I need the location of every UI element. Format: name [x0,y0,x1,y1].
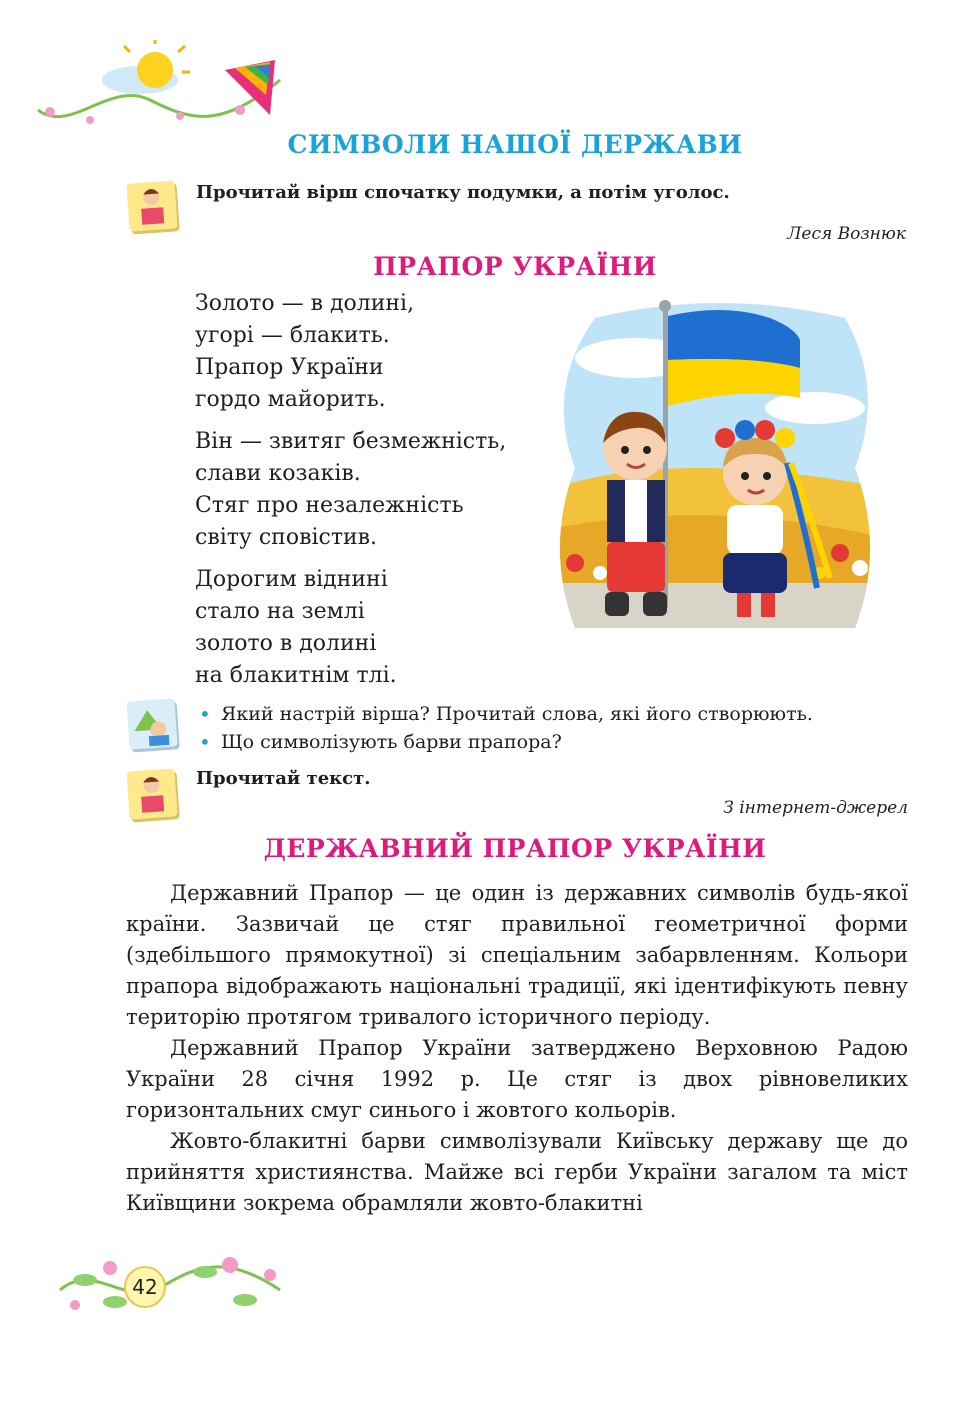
poem-body [195,288,506,702]
section-title: СИМВОЛИ НАШОЇ ДЕРЖАВИ [287,130,743,159]
thinking-child-icon [126,698,177,749]
boy-figure [603,412,667,616]
instruction-read-poem: Прочитай вірш спочатку подумки, а потім уголос. [196,182,730,203]
flower-vine-decoration [55,1250,285,1320]
article-paragraph: Державний Прапор — це один із державних символів будь-якої країни. Зазвичай це стяг правильної геометричної форми (здебільшого прямокутної) зі спеціальним забарвленням. Кольори прапора відображають національні традиції, які ідентифікують певну територію протягом тривалого історичного періоду. [126,881,908,1029]
article-source: З інтернет-джерел [723,798,908,818]
poem-line: Дорогим віднині [195,567,388,592]
poem-stanza [195,564,506,692]
poem-line: Стяг про незалежність [195,493,464,518]
page-number: 42 [124,1266,166,1308]
poem-line: золото в долині [195,631,377,656]
poem-author: Леся Вознюк [787,224,906,244]
poem-line: світу сповістив. [195,525,378,550]
instruction-read-text: Прочитай текст. [196,768,371,789]
poem-line: слави козаків. [195,461,361,486]
poem-line: Золото — в долині, [195,291,415,316]
article-paragraph: Жовто-блакитні барви символізували Київську державу ще до прийняття християнства. Майже всі герби України загалом та міст Київщини зокрема обрамляли жовто-блакитні [126,1129,908,1215]
poem-line: Прапор України [195,355,384,380]
reading-child-icon [126,180,177,231]
poem-line: Він — звитяг безмежність, [195,429,507,454]
poem-stanza [195,426,506,554]
question-item: • Що символізують барви прапора? [195,728,935,756]
article-paragraph: Державний Прапор України затверджено Верховною Радою України 28 січня 1992 р. Це стяг із двох рівновеликих горизонтальних смуг синього і жовтого кольорів. [126,1036,908,1122]
children-with-flag-illustration [555,298,885,643]
poem-stanza [195,288,506,416]
article-body [126,878,908,1219]
reading-child-icon [126,768,177,819]
poem-questions [195,700,935,756]
question-item: • Який настрій вірша? Прочитай слова, які його створюють. [195,700,935,728]
poem-line: угорі — блакить. [195,323,390,348]
article-title: ДЕРЖАВНИЙ ПРАПОР УКРАЇНИ [263,834,767,863]
poem-title: ПРАПОР УКРАЇНИ [373,252,657,281]
poem-line: стало на землі [195,599,365,624]
sun-kite-decoration [30,40,290,140]
poem-line: гордо майорить. [195,387,386,412]
poem-line: на блакитнім тлі. [195,663,397,688]
